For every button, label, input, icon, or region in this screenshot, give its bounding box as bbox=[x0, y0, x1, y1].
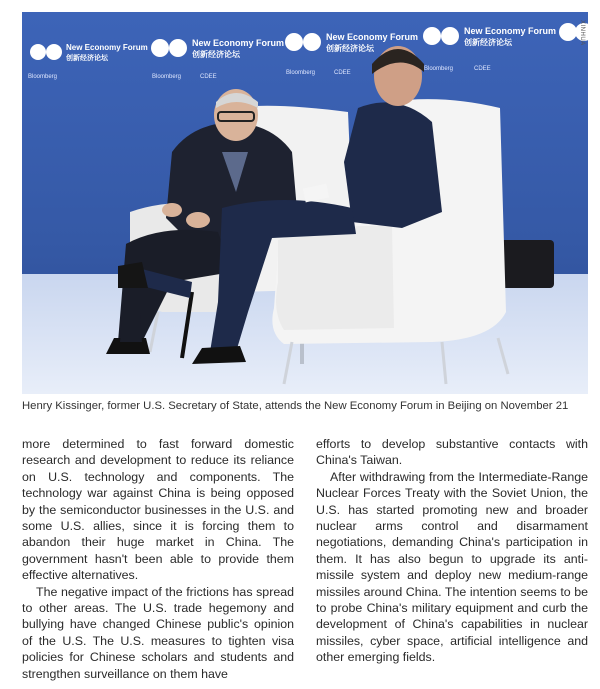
article-paragraph: After withdrawing from the Intermediate-Range Nuclear Forces Treaty with the Soviet Union, the U.S. has started promoting new and broader nuclear arms control and disarmament negotiations, demanding China's participation in them. It has also begun to upgrade its anti-missile system and deploy new medium-range missiles around China. The intention seems to be to probe China's military equipment and curb the development of China's capabilities in nuclear missiles, cyber space, artificial intelligence and other emerging fields. bbox=[316, 469, 588, 665]
svg-text:创新经济论坛: 创新经济论坛 bbox=[192, 50, 240, 59]
article-paragraph: efforts to develop substantive contacts with China's Taiwan. bbox=[316, 437, 588, 468]
svg-text:New Economy Forum: New Economy Forum bbox=[66, 43, 148, 52]
article-column-left bbox=[22, 436, 294, 682]
svg-text:创新经济论坛: 创新经济论坛 bbox=[66, 55, 108, 62]
photo-caption: Henry Kissinger, former U.S. Secretary of State, attends the New Economy Forum in Beijing on November 21 bbox=[22, 400, 569, 412]
svg-text:Bloomberg: Bloomberg bbox=[286, 70, 316, 76]
svg-text:Bloomberg: Bloomberg bbox=[28, 74, 58, 80]
article-paragraph: The negative impact of the frictions has spread to other areas. The U.S. trade hegemony and bullying have changed Chinese public's opinion of the U.S. The U.S. measures to tighten visa policies for Chinese scholars and students and strengthen surveillance on them have bbox=[22, 584, 294, 681]
svg-text:New Economy Forum: New Economy Forum bbox=[326, 32, 419, 42]
svg-text:创新经济论坛: 创新经济论坛 bbox=[464, 38, 512, 47]
article-photo bbox=[22, 12, 588, 394]
forum-scene-illustration bbox=[22, 12, 588, 394]
svg-text:Bloomberg: Bloomberg bbox=[424, 66, 454, 72]
svg-text:New Economy Forum: New Economy Forum bbox=[464, 26, 557, 36]
svg-text:Bloomberg: Bloomberg bbox=[152, 74, 182, 80]
article-paragraph: more determined to fast forward domestic research and development to reduce its reliance on U.S. technology and components. The technology war against China is being opposed by the semiconductor businesses in the U.S. and some U.S. allies, since it is forcing them to abandon their huge market in China. The government hasn't been able to provide them effective alternatives. bbox=[22, 437, 294, 583]
article-column-right bbox=[316, 436, 588, 666]
svg-text:CDEE: CDEE bbox=[474, 66, 491, 72]
svg-text:CDEE: CDEE bbox=[334, 70, 351, 76]
photo-credit-watermark: XINHUA bbox=[579, 20, 585, 46]
svg-text:创新经济论坛: 创新经济论坛 bbox=[326, 44, 374, 53]
svg-text:New Economy Forum: New Economy Forum bbox=[192, 38, 285, 48]
svg-text:CDEE: CDEE bbox=[200, 74, 217, 80]
